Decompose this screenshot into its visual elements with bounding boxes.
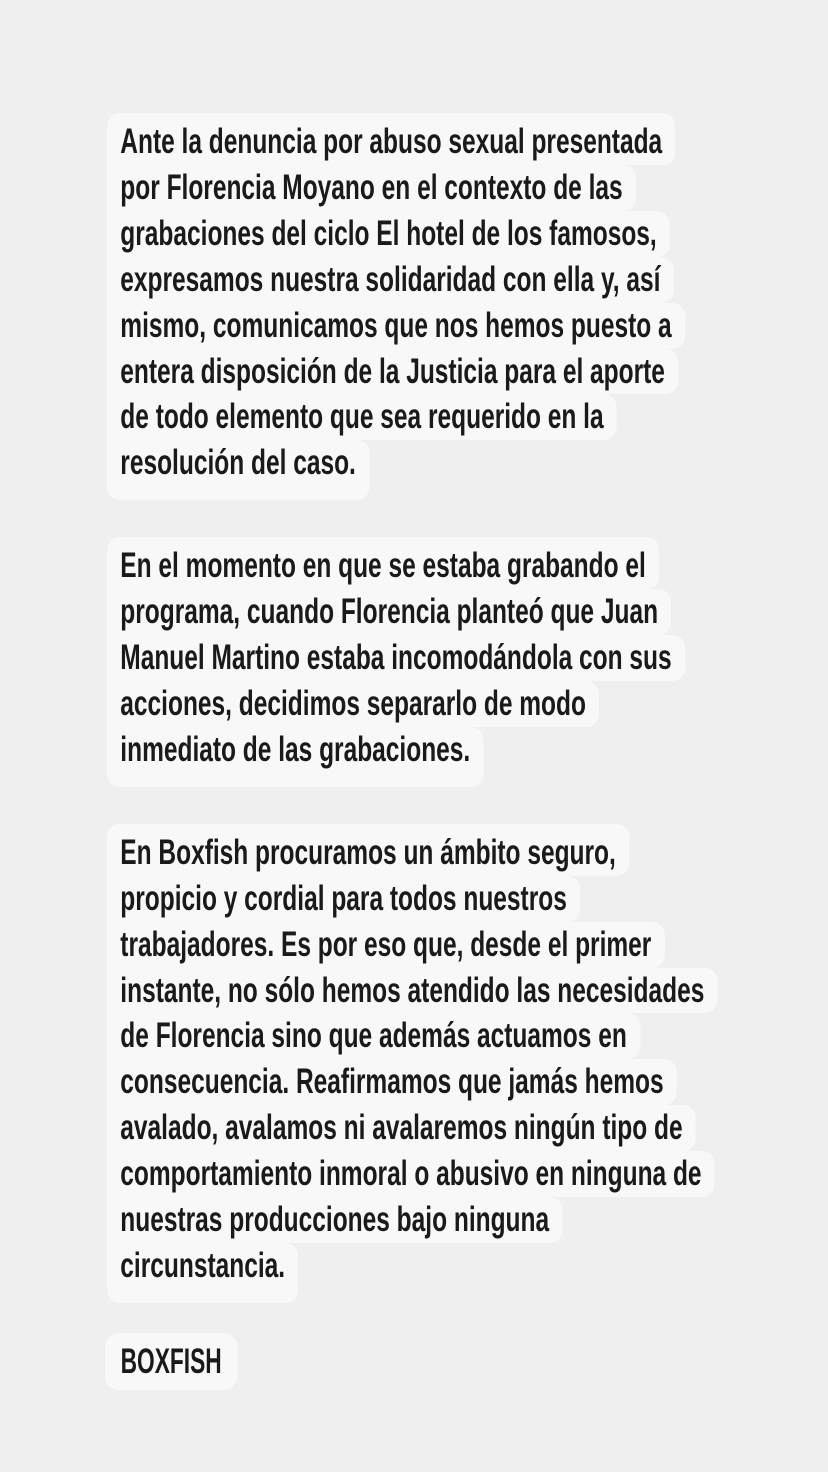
story-line — [107, 681, 828, 727]
story-line-text: acciones, decidimos separarlo de modo — [107, 681, 599, 727]
story-line-text: resolución del caso. — [107, 440, 369, 500]
story-line — [107, 349, 828, 395]
story-line-text: circunstancia. — [107, 1243, 298, 1303]
story-line — [107, 876, 828, 922]
story-line — [107, 727, 828, 787]
story-line-text: avalado, avalamos ni avalaremos ningún tipo de — [107, 1105, 696, 1151]
story-line-text: expresamos nuestra solidaridad con ella y, así — [107, 257, 674, 303]
story-line — [107, 1105, 828, 1151]
story-line — [107, 394, 828, 440]
story-line — [107, 257, 828, 303]
story-line-text: propicio y cordial para todos nuestros — [107, 876, 580, 922]
story-line-text: trabajadores. Es por eso que, desde el primer — [107, 922, 665, 968]
story-line — [107, 303, 828, 349]
story-line — [107, 440, 828, 500]
story-line — [107, 1013, 828, 1059]
story-line — [107, 1197, 828, 1243]
story-line-text: por Florencia Moyano en el contexto de las — [107, 165, 636, 211]
signature-badge: BOXFISH — [105, 1333, 237, 1390]
story-line-text: de Florencia sino que además actuamos en — [107, 1013, 640, 1059]
story-line-text: inmediato de las grabaciones. — [107, 727, 484, 787]
story-line-text: entera disposición de la Justicia para el aporte — [107, 349, 678, 395]
story-line-text: mismo, comunicamos que nos hemos puesto a — [107, 303, 685, 349]
signature-row — [105, 1333, 309, 1390]
story-line — [107, 968, 828, 1014]
story-line-text: En Boxfish procuramos un ámbito seguro, — [107, 824, 629, 876]
story-line-text: Ante la denuncia por abuso sexual presentada — [107, 113, 675, 165]
story-line — [107, 113, 828, 165]
story-line — [107, 1151, 828, 1197]
statement-paragraph — [107, 824, 828, 1303]
story-line — [107, 165, 828, 211]
story-line-text: programa, cuando Florencia planteó que Juan — [107, 589, 671, 635]
story-line — [107, 635, 828, 681]
story-line-text: Manuel Martino estaba incomodándola con sus — [107, 635, 685, 681]
story-line — [107, 922, 828, 968]
story-text — [107, 113, 828, 1303]
story-line — [107, 1059, 828, 1105]
statement-paragraph — [107, 537, 828, 787]
story-line — [107, 537, 828, 589]
story-line-text: grabaciones del ciclo El hotel de los famosos, — [107, 211, 670, 257]
story-line-text: instante, no sólo hemos atendido las necesidades — [107, 968, 718, 1014]
story-line — [107, 211, 828, 257]
story-line — [107, 589, 828, 635]
story-line-text: de todo elemento que sea requerido en la — [107, 394, 617, 440]
story-line-text: nuestras producciones bajo ninguna — [107, 1197, 562, 1243]
story-line — [107, 824, 828, 876]
story-line-text: consecuencia. Reafirmamos que jamás hemos — [107, 1059, 677, 1105]
story-line-text: comportamiento inmoral o abusivo en ninguna de — [107, 1151, 715, 1197]
story-line-text: En el momento en que se estaba grabando el — [107, 537, 659, 589]
statement-paragraph — [107, 113, 828, 500]
story-line — [107, 1243, 828, 1303]
